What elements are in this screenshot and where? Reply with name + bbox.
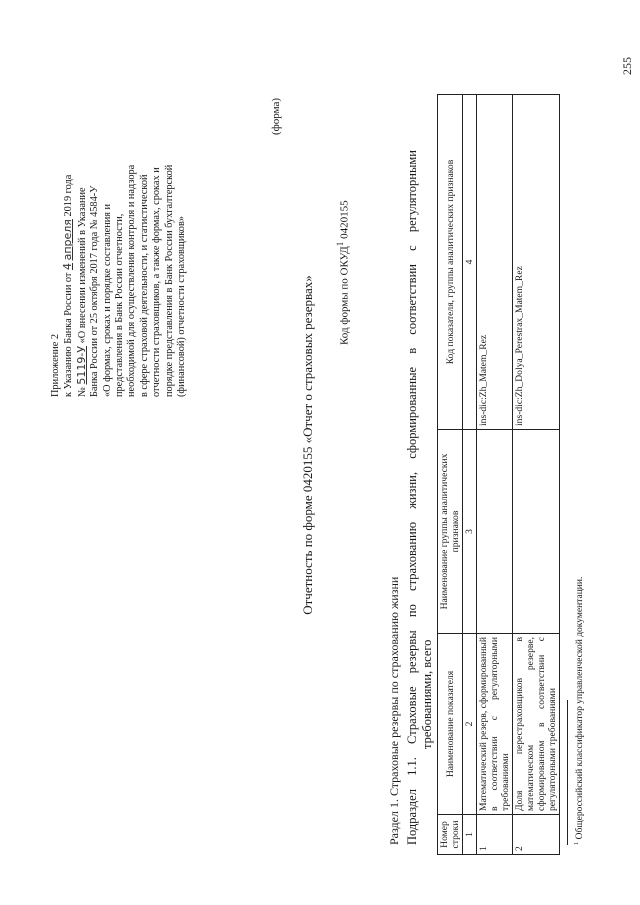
appendix-line: порядке представления в Банк России бухгалтерской [163, 164, 175, 397]
row-number: 1 [477, 815, 513, 855]
subsection-word: Подраздел [405, 789, 419, 845]
handwritten-number: 5119-У [74, 345, 88, 385]
okud-value: 0420155 [338, 200, 351, 239]
column-number: 2 [463, 634, 477, 815]
column-number: 1 [463, 815, 477, 855]
appendix-line: в сфере страховой деятельности, и статистической [138, 174, 150, 397]
subsection-word: по [405, 604, 419, 618]
footnote-separator [567, 700, 568, 845]
footnote [573, 577, 585, 845]
handwritten-month: апреля [61, 219, 75, 261]
appendix-date-line [62, 92, 75, 397]
indicator-name: Математический резерв, сформированный в соответствии с регуляторными требованиями [477, 634, 513, 815]
appendix-line: представления в Банк России отчетности, [114, 213, 126, 397]
subsection-word: 1.1. [405, 757, 419, 776]
handwritten-day: 4 [61, 263, 75, 270]
group-name [477, 430, 513, 634]
header-group-name: Наименование группы аналитических признаков [438, 430, 463, 634]
subsection-first-line [405, 150, 420, 845]
appendix-header [50, 92, 188, 397]
subsection-word: жизни, [405, 471, 419, 509]
table-header-row [438, 95, 463, 855]
subsection-title [405, 150, 435, 845]
report-title: Отчетность по форме 0420155 «Отчет о страховых резервах» [300, 275, 315, 615]
header-indicator-name: Наименование показателя [438, 634, 463, 815]
okud-code [335, 200, 351, 345]
row-number: 2 [513, 815, 560, 855]
column-number: 4 [463, 95, 477, 430]
subsection-word: резервы [405, 630, 419, 674]
table-row [477, 95, 513, 855]
group-name [513, 430, 560, 634]
subsection-word: Страховые [405, 686, 419, 744]
table-row [513, 95, 560, 855]
column-number: 3 [463, 430, 477, 634]
appendix-text: «О внесении изменений в Указание [76, 187, 88, 344]
table-column-numbers-row [463, 95, 477, 855]
subsection-word: в [405, 347, 419, 354]
section-title: Раздел 1. Страховые резервы по страхованию жизни [387, 576, 401, 845]
indicator-code: ins-dic:Zh_Matem_Rez [477, 95, 513, 430]
subsection-word: с [405, 245, 419, 251]
number-sign: № [76, 387, 88, 397]
appendix-line: необходимой для осуществления контроля и надзора [126, 164, 138, 397]
indicator-code: ins-dic:Zh_Dolya_Perestrax_Matem_Rez [513, 95, 560, 430]
footnote-mark: 1 [573, 841, 580, 845]
okud-label: Код формы по ОКУД [338, 246, 351, 345]
subsection-word: регуляторными [405, 150, 419, 233]
header-code: Код показателя, группы аналитических признаков [438, 95, 463, 430]
appendix-line: отчетности страховщиков, а также формах, сроках и [151, 167, 163, 397]
subsection-word: сформированные [405, 366, 419, 459]
okud-footnote-mark: 1 [335, 241, 345, 247]
header-row-number: Номер строки [438, 815, 463, 855]
appendix-line: Приложение 2 [50, 334, 61, 397]
subsection-word: страхованию [405, 521, 419, 591]
appendix-number-line [76, 92, 89, 397]
subsection-continuation: требованиями, всего [420, 639, 434, 749]
appendix-line: «О формах, сроках и порядке составления и [101, 203, 113, 397]
indicator-name: Доля перестраховщиков в математическом резерве, сформированном в соответствии с регуляторными требованиями [513, 634, 560, 815]
appendix-line: Банка России от 25 октября 2017 года № 4584-У [89, 185, 101, 397]
subsection-word: соответствии [405, 264, 419, 335]
appendix-line: (финансовой) отчетности страховщиков» [176, 216, 188, 397]
footnote-text: Общероссийский классификатор управленческой документации. [575, 576, 586, 840]
page-number: 255 [620, 57, 634, 75]
appendix-text: к Указанию Банка России от [63, 272, 75, 397]
form-label: (форма) [270, 97, 282, 135]
appendix-year: 2019 года [63, 174, 75, 217]
reserves-table [437, 94, 560, 855]
